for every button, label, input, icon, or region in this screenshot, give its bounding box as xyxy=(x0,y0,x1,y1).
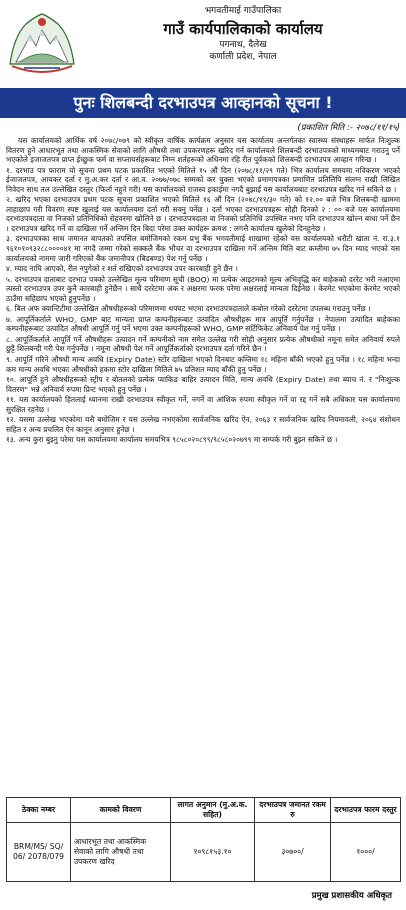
notice-header xyxy=(0,0,406,86)
municipality-name: भगवतीमाई गाउँपालिका xyxy=(204,6,282,16)
intro-paragraph: यस कार्यालयको आर्थिक वर्ष २०७८/०७९ को स्वीकृत वार्षिक कार्यक्रम अनुसार यस कार्यालय अन्तर्गतका स्वास्थ्य संस्थाहरू मार्फत निःशुल्क वितरण हुने आधारभूत तथा आकस्मिक सेवाको लागि औषधी तथा उपकरणहरू खरिद गर्न कार्यालयले शिलबन्दी दरभाउपत्रको माध्यमबाट गराउनु पर्ने भएकोले इजाजतपत्र प्राप्त ईच्छुक फर्म वा सप्लायर्सहरूबाट निम्न शर्तहरूको अधिनमा रहि रीत पूर्वकको शिलबन्दी दरभाउपत्र आव्हान गरिन्छ । xyxy=(6,136,400,165)
column-header: दरभाउपत्र जमानत रकम रु xyxy=(255,798,331,823)
table-row xyxy=(7,823,401,882)
government-emblem-icon xyxy=(6,6,78,76)
office-location: पगनाथ, दैलेख xyxy=(219,40,267,50)
clause-8: ८. आपूर्तिकर्ताले आपूर्ति गर्ने औषधीहरू उत्पादन गर्ने कम्पनीको नाम समेत उल्लेख गरी सोही अनुसार प्रत्येक औषधीको नमूना समेत अनिवार्य रुपले छुट्टै शिलबन्दी गरी पेश गर्नुपर्नेछ । नमूना औषधी पेश गर्ने आपूर्तिकर्ताको दरभाउपत्र दर्ता गरिने छैन । xyxy=(6,334,400,354)
contract-number-cell: BRM/MS/ SQ/ 06/ 2078/079 xyxy=(7,823,71,882)
clause-11: ११. यस कार्यालयको हितलाई ध्यानमा राखी दरभाउपत्र स्वीकृत गर्ने, नगर्ने वा आंशिक रुपमा स्वीकृत गर्ने वा रद्द गर्ने सबै अधिकार यस कार्यालयमा सुरक्षित रहनेछ । xyxy=(6,395,400,414)
clause-13: १३. अन्य कुरा बुझ्नु परेमा यस कार्यालयमा कार्यालय समयभित्र ९८५८०२०८९९/९८५८०२०७९९ मा सम्पर्क गरी बुझ्न सकिने छ । xyxy=(6,435,338,445)
clause-4: ४. म्याद नाघि आएको, रीत नपुगेको र शर्त राखिएको दरभाउपत्र उपर कारबाही हुने छैन । xyxy=(6,264,238,274)
table-header-row xyxy=(7,798,401,823)
column-header: लागत अनुमान (मु.अ.क. सहित) xyxy=(171,798,255,823)
column-header: कामको विवरण xyxy=(71,798,171,823)
form-fee-cell: १०००/ xyxy=(331,823,401,882)
clause-7: ७. आपूर्तिकर्ताले WHO, GMP बाट मान्यता प्राप्त कम्पनीहरूबाट उत्पादित औषधीहरू मात्र आपूर्ति गर्नुपर्नेछ । नेपालमा उत्पादित बाहेकका कम्पनीहरूबाट उत्पादित औषधी आपूर्ति गर्नु पर्ने भएमा उक्त कम्पनीहरूको WHO, GMP सर्टिफिकेट अनिवार्य पेश गर्नु पर्नेछ । xyxy=(6,314,400,334)
office-province: कर्णाली प्रदेश, नेपाल xyxy=(209,52,277,62)
publication-date: (प्रकाशित मिति :- २०७८/११/१५) xyxy=(297,123,400,133)
clause-10: १०. आपूर्ति हुने औषधीहरूको स्ट्रीप र बोतलको प्रत्येक प्याकिङ बाहिर उत्पादन मिति, मान्य अवधि (Expiry Date) तथा ब्याच नं. र "निःशुल्क वितरण" भन्ने अनिवार्य रुपमा प्रिन्ट भएको हुनु पर्नेछ । xyxy=(6,375,400,394)
clause-12: १२. यसमा उल्लेख भएकोमा यसै बमोजिम र यस उल्लेख नभएकोमा सार्वजनिक खरिद ऐन, २०६३ र सार्वजनिक खरिद नियमावली, २०६४ संशोधन सहित र अन्य प्रचलित ऐन कानून अनुसार हुनेछ । xyxy=(6,415,400,434)
clause-9: ९. आपूर्ति गरिने औषधी मान्य अवधि (Expiry Date) स्टोर दाखिला भएको दिनबाट कम्तिमा १८ महिना बाँकी भएको हुनु पर्नेछ । १८ महिना भन्दा कम मान्य अवधि भएका औषधीको हकमा स्टोर दाखिला मितिले ७५ प्रतिशत म्याद बाँकी हुनु पर्नेछ । xyxy=(6,355,400,374)
clause-3: ३. दरभाउपत्रका साथ जमानत बापतको तपसिल बमोजिमको रकम प्रभु बैंक भगवतीमाई शाखामा रहेको यस कार्यालयको धरौटी खाता नं. रा.३.१ ९६१०१०९३२८८००००४१ मा नगदै जम्मा गरेको सक्कलै बैंक भौचर वा दरभाउपत्र दाखिला गर्ने अन्तिम मिति बाट कम्तीमा ७५ दिन म्याद भएको यस कार्यालयको नाममा जारी गरिएको बैंक जमानीपत्र (बिडबण्ड) पेश गर्नु पर्नेछ । xyxy=(6,234,400,263)
office-title: गाउँ कार्यपालिकाको कार्यालय xyxy=(163,20,323,38)
clause-2: २. खरिद भएका दरभाउपत्र प्रथम पटक सूचना प्रकाशित भएको मितिले १६ औं दिन (२०७८/११/३० गते) को १२.०० बजे भित्र शिलबन्दी खाममा लाहाछाप गरी विवरण स्पष्ट खुलाई यस कार्यालयमा दर्ता गरी सक्नु पर्नेछ । दर्ता भएका दरभाउपत्रहरू सोही दिनको २ : ०० बजे यस कार्यालयमा दरभाउपत्रदाता वा निजको प्रतिनिधिको रोहवरमा खोलिने छ । दरभाउपत्रदाता वा निजको प्रतिनिधि उपस्थित नभए पनि दरभाउपत्र खोल्न बाधा पर्ने छैन । दरभाउपत्र खरिद गर्ने वा दाखिला गर्ने अन्तिम दिन बिदा परेमा उक्त कार्यहरू क्रमश : लगत्तै कार्यालय खुलेको दिनहुनेछ । xyxy=(6,195,400,233)
column-header: दरभाउपत्र फारम दस्तुर xyxy=(331,798,401,823)
clause-6: ६. बिल अफ क्वान्टिटीमा उल्लेखित औषधीहरूको परिमाणमा थपघट भएमा दरभाउपत्रदाताले कबोल गरेको दररेटमा उपलब्ध गराउनु पर्नेछ । xyxy=(6,304,371,314)
cost-estimate-cell: १०९८१५३.१० xyxy=(171,823,255,882)
notice-body xyxy=(6,136,400,446)
tender-table xyxy=(6,797,401,882)
notice-banner: पुनः शिलबन्दी दरभाउपत्र आव्हानको सूचना ! xyxy=(0,88,406,118)
column-header: ठेक्का नम्बर xyxy=(7,798,71,823)
office-heading xyxy=(80,6,406,63)
work-description-cell: आधारभूत तथा आकस्मिक सेवाको लागि औषधी तथा उपकरण खरिद xyxy=(71,823,171,882)
clause-1: १. दरभाउ पत्र फाराम यो सूचना प्रथम पटक प्रकाशित भएको मितिले १५ औं दिन (२०७८/११/२९ गते) भित्र कार्यालय समयमा नविकरण भएको ईजाजतपत्र, आयकर दर्ता र मु.अ.कर दर्ता र आ.व. २०७७/०७८ सम्मको कर चुक्ता भएको प्रमाणपत्रका प्रमाणित प्रतिलिपि संलग्न राखी लिखित निवेदन साथ तल उल्लेखित दस्तुर (फिर्ता नहुने गरी) यस कार्यालयको राजस्व इकाईमा नगदै बुझाई यस कार्यालयबाट दरभाउपत्र खरिद गर्न सकिने छ । xyxy=(6,165,400,194)
signatory-title: प्रमुख प्रशासकीय अधिकृत xyxy=(311,891,392,901)
clause-5: ५. दरभाउपत्र दाताबाट दरभाउ पत्रको उल्लेखित मूल्य परिमाण सूची (BOQ) मा प्रत्येक आइटमको मूल्य अभिवृद्धि कर बाहेकको दररेट भरी नआएमा त्यस्तो दरभाउपत्र उपर कुनै कारबाही हुनेछैन । साथै दररेटमा अंक र अक्षरमा फरक परेमा अक्षरलाई मान्यता दिईनेछ । केरमेट भएकोमा केरमेट भएको ठाउँमा सहिछाप भएको हुनुपर्नेछ । xyxy=(6,274,400,303)
bid-security-cell: ३०७००/ xyxy=(255,823,331,882)
